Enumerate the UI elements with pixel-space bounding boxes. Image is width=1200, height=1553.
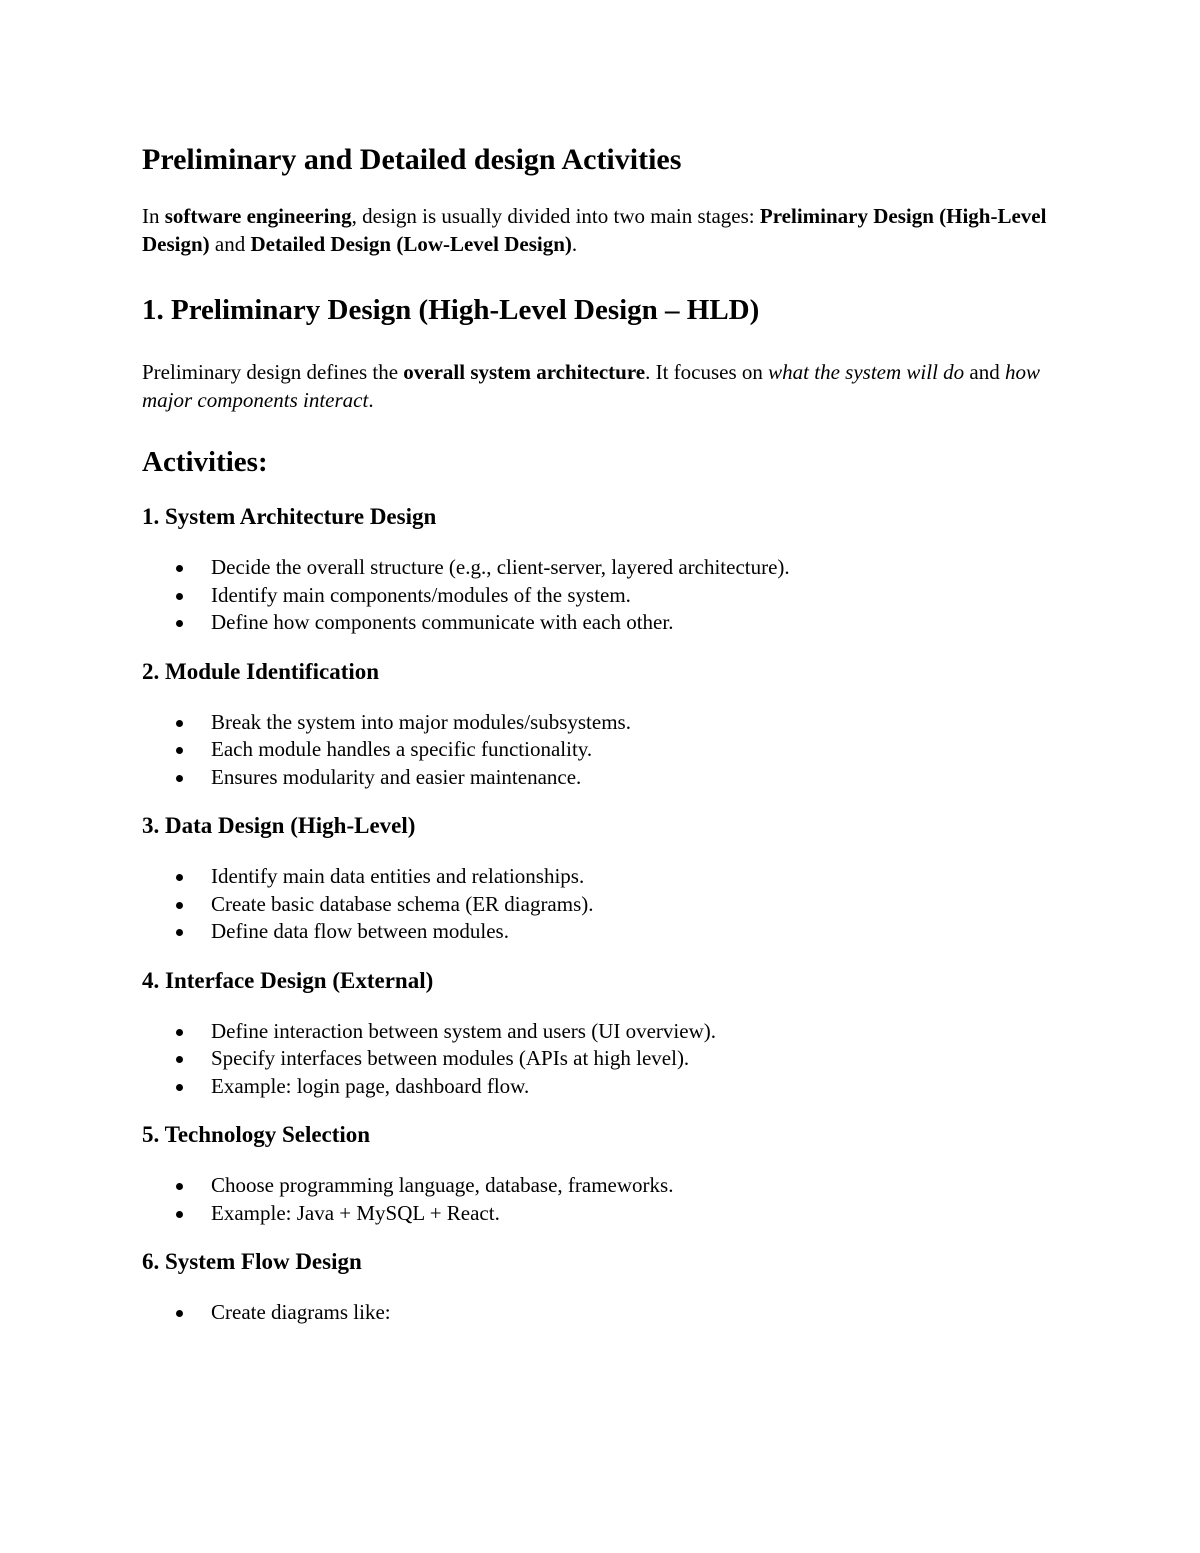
list-item-text: Specify interfaces between modules (APIs at high level).: [211, 1046, 690, 1070]
section-intro-paragraph: [142, 358, 1052, 414]
list-item: [142, 764, 1052, 792]
section-heading: 1. Preliminary Design (High-Level Design – HLD): [142, 294, 760, 326]
list-item: [142, 1172, 1052, 1200]
activity-title: 3. Data Design (High-Level): [142, 813, 416, 838]
list-item: [142, 582, 1052, 610]
activity-title: 4. Interface Design (External): [142, 967, 434, 993]
bullet-icon: [176, 620, 183, 627]
activities-heading: Activities:: [142, 446, 268, 478]
list-item: [142, 1045, 1052, 1073]
section-intro-text: . It focuses on: [645, 360, 769, 384]
list-item: [142, 918, 1052, 946]
intro-text: .: [571, 232, 578, 256]
list-item: [142, 1018, 1052, 1046]
list-item: [142, 554, 1052, 582]
bullet-icon: [176, 1084, 183, 1091]
document-title: Preliminary and Detailed design Activities: [142, 143, 682, 176]
section-intro-bold: overall system architecture: [403, 360, 646, 384]
list-item: [142, 863, 1052, 891]
activity-block: [142, 501, 1052, 637]
activity-title: 1. System Architecture Design: [142, 504, 437, 529]
list-item-text: Define how components communicate with each other.: [211, 610, 674, 634]
section-intro-italic: how major components interact: [142, 360, 1040, 412]
bullet-icon: [176, 902, 183, 909]
list-item-text: Example: login page, dashboard flow.: [211, 1073, 530, 1098]
list-item: [142, 1200, 1052, 1228]
intro-bold-term: software engineering: [164, 204, 352, 228]
section-intro-text: Preliminary design defines the: [142, 360, 404, 384]
list-item-text: Create basic database schema (ER diagrams).: [211, 891, 594, 916]
bullet-icon: [176, 1056, 183, 1063]
bullet-icon: [176, 1029, 183, 1036]
document-page: [142, 138, 1052, 1327]
bullet-icon: [176, 874, 183, 881]
activity-block: [142, 1246, 1052, 1327]
activity-block: [142, 965, 1052, 1101]
bullet-icon: [176, 565, 183, 572]
list-item: [142, 609, 1052, 637]
intro-text: and: [209, 232, 251, 256]
list-item-text: Example: Java + MySQL + React.: [211, 1200, 500, 1225]
section-intro-text: and: [964, 360, 1005, 384]
list-item: [142, 1299, 1052, 1327]
bullet-icon: [176, 593, 183, 600]
intro-bold-term: Preliminary Design (High-Level Design): [142, 204, 1047, 256]
bullet-icon: [176, 1183, 183, 1190]
intro-text: In: [142, 204, 165, 228]
bullet-list: [142, 554, 1052, 637]
section-intro-italic: what the system will do: [768, 360, 965, 384]
intro-text: , design is usually divided into two main stages:: [351, 204, 760, 228]
bullet-icon: [176, 747, 183, 754]
bullet-list: [142, 1018, 1052, 1101]
activity-title: 6. System Flow Design: [142, 1249, 362, 1274]
activity-block: [142, 1119, 1052, 1227]
list-item-text: Decide the overall structure (e.g., client-server, layered architecture).: [211, 555, 790, 579]
list-item-text: Break the system into major modules/subsystems.: [211, 709, 631, 734]
bullet-list: [142, 709, 1052, 792]
activity-block: [142, 656, 1052, 792]
bullet-list: [142, 1172, 1052, 1227]
bullet-icon: [176, 929, 183, 936]
list-item-text: Identify main components/modules of the system.: [211, 582, 631, 607]
list-item-text: Ensures modularity and easier maintenance.: [211, 764, 582, 789]
bullet-list: [142, 1299, 1052, 1327]
list-item-text: Create diagrams like:: [211, 1300, 391, 1324]
section-intro-text: .: [368, 388, 374, 412]
bullet-icon: [176, 1211, 183, 1218]
intro-paragraph: [142, 202, 1052, 258]
list-item-text: Define interaction between system and users (UI overview).: [211, 1018, 716, 1043]
list-item-text: Each module handles a specific functionality.: [211, 737, 593, 761]
activity-title: 5. Technology Selection: [142, 1122, 371, 1147]
list-item: [142, 709, 1052, 737]
activity-block: [142, 810, 1052, 946]
bullet-icon: [176, 1310, 183, 1317]
bullet-icon: [176, 775, 183, 782]
bullet-icon: [176, 720, 183, 727]
list-item: [142, 891, 1052, 919]
list-item-text: Identify main data entities and relationships.: [211, 864, 585, 888]
list-item: [142, 1073, 1052, 1101]
activity-title: 2. Module Identification: [142, 658, 380, 684]
intro-bold-term: Detailed Design (Low-Level Design): [250, 232, 572, 256]
list-item: [142, 736, 1052, 764]
bullet-list: [142, 863, 1052, 946]
list-item-text: Define data flow between modules.: [211, 919, 509, 943]
list-item-text: Choose programming language, database, frameworks.: [211, 1173, 674, 1197]
